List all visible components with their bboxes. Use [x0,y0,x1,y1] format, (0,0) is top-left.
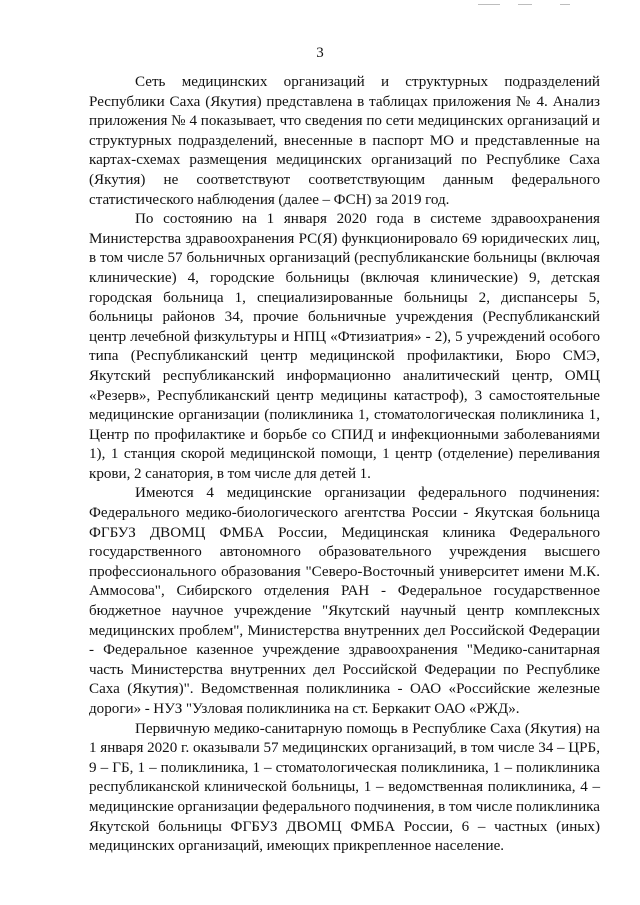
page-number: 3 [316,45,324,61]
paragraph-network-overview: Сеть медицинских организаций и структурных подразделений Республики Саха (Якутия) представлена в таблицах приложения № 4. Анализ приложения № 4 показывает, что сведения по сети медицинских организаций и структурных подразделений, внесенные в паспорт МО и представленные на картах-схемах размещения медицинских организаций по Республике Саха (Якутия) не соответствуют соответствующим данным федерального статистического наблюдения (далее – ФСН) за 2019 год. [89,74,600,208]
paragraph-primary-care: Первичную медико-санитарную помощь в Республике Саха (Якутия) на 1 января 2020 г. оказывали 57 медицинских организаций, в том числе 34 – ЦРБ, 9 – ГБ, 1 – поликлиника, 1 – стоматологическая поликлиника, 1 – поликлиника республиканской клинической больницы, 1 – ведомственная поликлиника, 4 – медицинские организации федерального подчинения, в том числе поликлиника Якутской больницы ФГБУЗ ДВОМЦ ФМБА России, 6 – частных (иных) медицинских организаций, имеющих прикрепленное население. [89,720,600,855]
paragraph-legal-entities: По состоянию на 1 января 2020 года в системе здравоохранения Министерства здравоохранения РС(Я) функционировало 69 юридических лиц, в том числе 57 больничных организаций (республиканские больницы (включая клинические) 4, городские больницы (включая клинические) 9, детская городская больница 1, специализированные больницы 2, диспансеры 5, больницы районов 34, прочие больничные учреждения (Республиканский центр лечебной физкультуры и НПЦ «Фтизиатрия» - 2), 5 учреждений особого типа (Республиканский центр медицинской профилактики, Бюро СМЭ, Якутский республиканский информационно аналитический центр, ОМЦ «Резерв», Республиканский центр медицины катастроф), 3 самостоятельные медицинские организации (поликлиника 1, стоматологическая поликлиника 1, Центр по профилактике и борьбе со СПИД и инфекционными заболеваниями 1), 1 станция скорой медицинской помощи, 1 центр (отделение) переливания крови, 2 санатория, в том числе для детей 1. [89,211,600,482]
paragraph-federal-organizations: Имеются 4 медицинские организации федерального подчинения: Федерального медико-биологического агентства России - Якутская больница ФГБУЗ ДВОМЦ ФМБА России, Медицинская клиника Федерального государственного автономного образовательного учреждения высшего профессионального образования "Северо-Восточный университет имени М.К. Аммосова", Сибирского отделения РАН - Федеральное государственное бюджетное научное учреждение "Якутский научный центр комплексных медицинских проблем", Министерства внутренних дел Российской Федерации - Федеральное казенное учреждение здравоохранения "Медико-санитарная часть Министерства внутренних дел Российской Федерации по Республике Саха (Якутия)". Ведомственная поликлиника - ОАО «Российские железные дороги» - НУЗ "Узловая поликлиника на ст. Беркакит ОАО «РЖД». [89,485,600,717]
scan-artifact [518,4,532,5]
scan-artifact [560,4,570,5]
document-body [89,73,600,857]
scan-artifact [478,4,500,5]
